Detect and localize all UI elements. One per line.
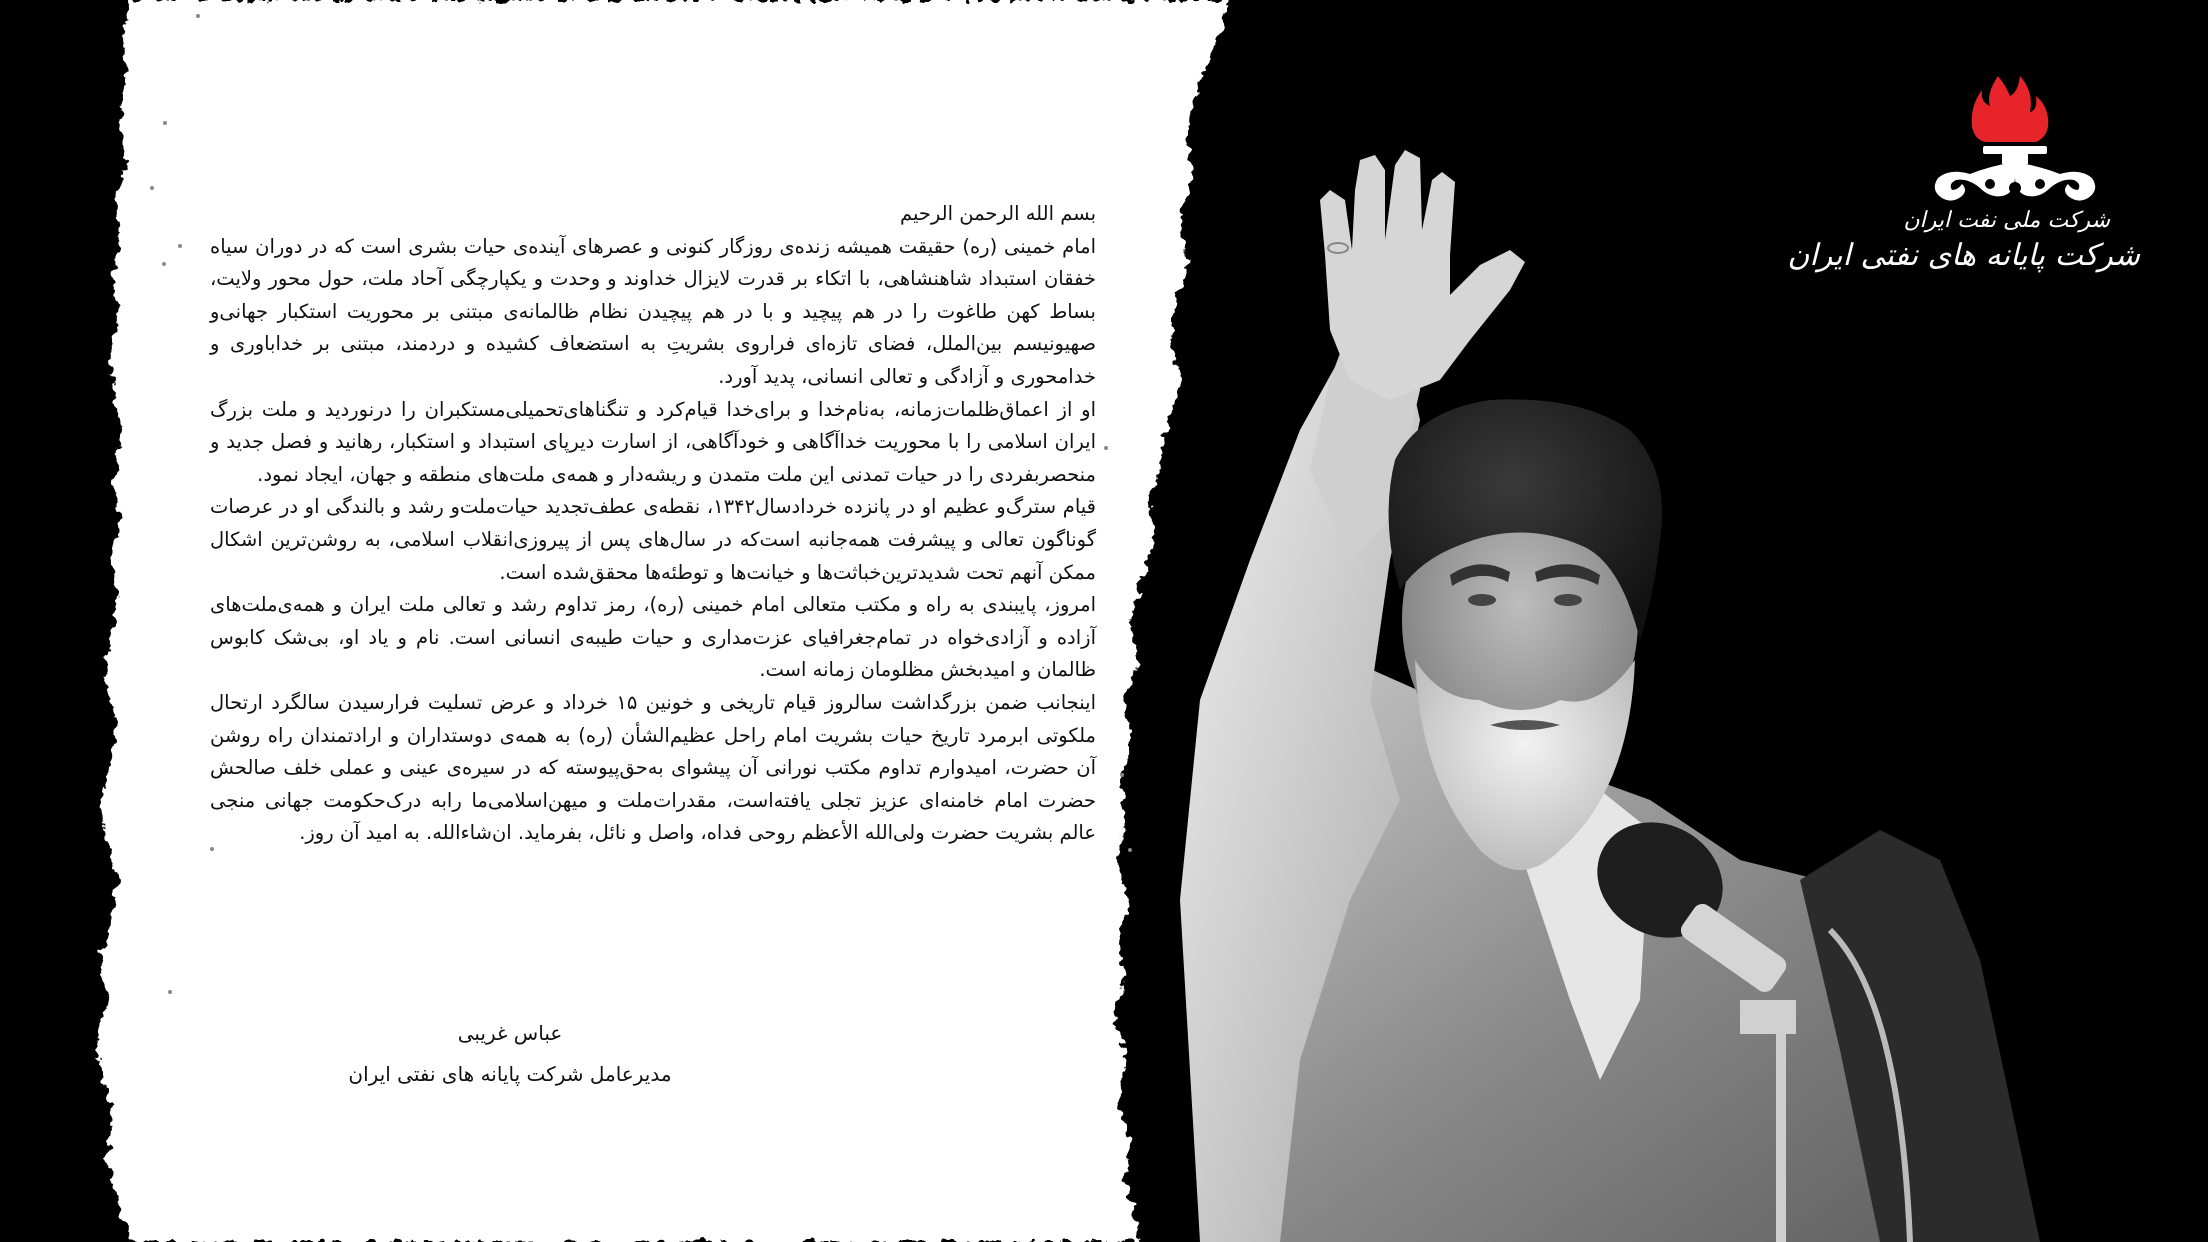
letter-paragraph: امروز، پایبندی به راه و مکتب متعالی امام خمینی (ره)، رمز تداوم رشد و تعالی ملت ایران و همه‌ی‌ملت‌های آزاده و آزادی‌خواه در تمام‌جغرافیای عزت‌مداری و حیات طیبه‌ی انسانی است. نام و یاد او، بی‌شک کابوس ظالمان و امیدبخش مظلومان زمانه است.	[210, 593, 1096, 682]
logo-parent-company: شرکت ملی نفت ایران	[1903, 208, 2110, 233]
signatory-title: مدیرعامل شرکت پایانه های نفتی ایران	[348, 1062, 672, 1086]
letter-salutation: بسم الله الرحمن الرحیم	[900, 202, 1096, 225]
hand	[1320, 150, 1525, 400]
letter-paragraph: قیام سترگ‌و عظیم او در پانزده خردادسال۱۳۴۲، نقطه‌ی عطف‌تجدید حیات‌ملت‌و رشد و بالندگی او در عرصات گوناگون تعالی و پیشرفت همه‌جانبه است‌که در سال‌های پس از پیروزی‌انقلاب اسلامی، به روشن‌ترین اشکال ممکن آنهم تحت شدیدترین‌خباثت‌ها و خیانت‌ها و توطئه‌ها محقق‌شده است.	[210, 495, 1096, 584]
logo-company-name: شرکت پایانه های نفتی ایران	[1787, 238, 2140, 273]
flame-torch-emblem-icon	[1890, 66, 2150, 206]
signatory-name: عباس غریبی	[457, 1021, 563, 1045]
letter-paragraph: اینجانب ضمن بزرگداشت سالروز قیام تاریخی و خونین ۱۵ خرداد و عرض تسلیت فرارسیدن سالگرد ارتحال ملکوتی ابرمرد تاریخ حیات بشریت امام راحل عظیم‌الشأن (ره) به همه‌ی دوستداران و ارادتمندان راه روشن آن حضرت، امیدوارم تداوم مکتب نورانی آن پیشوای به‌حق‌پیوسته که در سیره‌ی عینی و عملی خلف صالحش حضرت امام خامنه‌ای عزیز تجلی یافته‌است، مقدرات‌ملت و میهن‌اسلامی‌ما رابه درک‌حکومت جهانی منجی عالم بشریت حضرت ولی‌الله الأعظم روحی فداه، واصل و نائل، بفرماید. ان‌شاءالله. به امید آن روز.	[210, 690, 1096, 845]
letter-paragraph: او از اعماق‌ظلمات‌زمانه، به‌نام‌خدا و برای‌خدا قیام‌کرد و تنگناهای‌تحمیلی‌مستکبران را درنوردید و ملت بزرگ ایران اسلامی را با محوریت خداآگاهی و خودآگاهی، از اسارت دیرپای استبداد و استکبار، رهانید و فصل جدید و منحصربفردی را در حیات تمدنی این ملت متمدن و ریشه‌دار و همه‌ی ملت‌های منطقه و جهان، ایجاد نمود.	[210, 397, 1096, 486]
signature-block	[300, 1016, 720, 1094]
letter-body	[210, 198, 1096, 850]
letter-paragraph: امام خمینی (ره) حقیقت همیشه زنده‌ی روزگار کنونی و عصرهای آینده‌ی حیات بشری است که در دوران سیاه خفقان استبداد شاهنشاهی، با اتکاء بر قدرت لایزال خداوند و وحدت و یکپارچگی آحاد ملت، حول محور ولایت، بساط کهن طاغوت را در هم پیچید و با در هم پیچیدن نظام ظالمانه‌ی مبتنی بر محوریت استکبار جهانی‌و صهیونیسم بین‌الملل، فضای تازه‌ای فراروی بشریتِ به استضعاف کشیده و دردمند، مبتنی بر خداباوری و خدامحوری و آزادگی و تعالی انسانی، پدید آورد.	[210, 234, 1096, 388]
nioc-logo	[1787, 66, 2150, 306]
